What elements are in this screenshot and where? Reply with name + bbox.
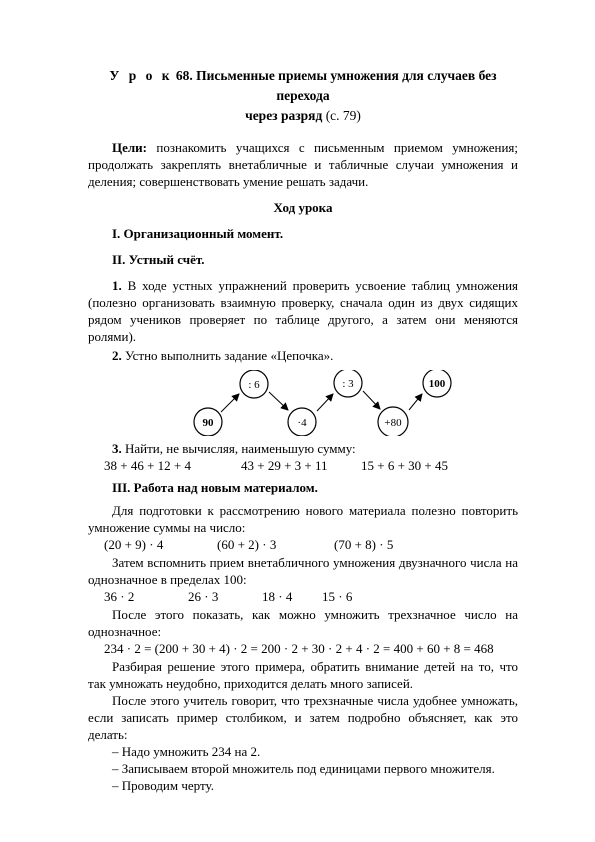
chain-node-1 (194, 408, 222, 436)
chain-node-3-label: ·4 (297, 417, 307, 429)
chain-arrow-1 (221, 394, 239, 412)
chain-node-2-label: : 6 (248, 379, 260, 391)
goals-label: Цели: (112, 140, 147, 155)
goals-paragraph (88, 139, 518, 190)
expr-2-4: 15 · 6 (322, 589, 353, 604)
expr-row-3 (88, 640, 518, 658)
step-2: – Записываем второй множитель под единицами первого множителя. (112, 761, 495, 776)
lesson-topic-line1: 68. Письменные приемы умножения для случаев без перехода (175, 68, 497, 103)
item-3 (88, 440, 518, 457)
chain-arrow-2 (269, 392, 288, 410)
item-1-text: В ходе устных упражнений проверить усвоение таблиц умножения (полезно организовать взаимную проверку, сначала один из двух сидящих рядом учеников проверяет по таблице другого, а затем они меняются ролями). (88, 278, 518, 344)
sum-2: 43 + 29 + 3 + 11 (241, 458, 328, 473)
chain-svg (88, 370, 518, 436)
item-3-number: 3. (112, 441, 122, 456)
chain-arrow-4 (363, 391, 380, 409)
chain-node-2 (240, 370, 268, 398)
chain-node-3 (288, 408, 316, 436)
chain-node-5-label: +80 (384, 417, 402, 429)
chain-node-1-label: 90 (202, 417, 214, 429)
expr-3: 234 · 2 = (200 + 30 + 4) · 2 = 200 · 2 + 30 · 2 + 4 · 2 = 400 + 60 + 8 = 468 (104, 641, 494, 656)
paragraph-2: Затем вспомнить прием внетабличного умножения двузначного числа на однозначное в пределах 100: (88, 555, 518, 587)
chain-node-5 (378, 407, 408, 436)
chain-diagram (88, 370, 518, 436)
expr-1-2: (60 + 2) · 3 (217, 537, 277, 552)
lesson-title (88, 66, 518, 126)
item-1 (88, 277, 518, 345)
sum-3: 15 + 6 + 30 + 45 (361, 458, 448, 473)
expr-1-1: (20 + 9) · 4 (104, 537, 164, 552)
chain-node-4-label: : 3 (342, 378, 354, 390)
expr-row-2 (88, 588, 518, 606)
step-1: – Надо умножить 234 на 2. (112, 744, 261, 759)
expr-2-2: 26 · 3 (188, 589, 219, 604)
expr-row-1 (88, 536, 518, 554)
paragraph-3: После этого показать, как можно умножить трехзначное число на однозначное: (88, 607, 518, 639)
lesson-word: У р о к (109, 68, 173, 83)
chain-node-6-label: 100 (428, 378, 446, 390)
item-1-number: 1. (112, 278, 122, 293)
item-2-number: 2. (112, 348, 122, 363)
item-2-text: Устно выполнить задание «Цепочка». (125, 348, 334, 363)
goals-text: познакомить учащихся с письменным приемом умножения; продолжать закреплять внетабличные и табличные случаи умножения и деления; совершенствовать умение решать задачи. (88, 140, 519, 189)
paragraph-5: После этого учитель говорит, что трехзначные числа удобнее умножать, если записать пример столбиком, и затем подробно объясняет, как это делать: (88, 693, 518, 742)
item-2 (88, 347, 518, 364)
page-reference: (с. 79) (325, 108, 361, 123)
lesson-page (88, 66, 518, 794)
expr-1-3: (70 + 8) · 5 (334, 537, 394, 552)
paragraph-1: Для подготовки к рассмотрению нового материала полезно повторить умножение суммы на число: (88, 503, 518, 535)
sums-row (88, 457, 518, 475)
expr-2-1: 36 · 2 (104, 589, 135, 604)
chain-node-4 (334, 370, 362, 397)
chain-arrow-3 (317, 394, 333, 411)
section-oral-count: II. Устный счёт. (112, 252, 205, 267)
paragraph-4: Разбирая решение этого примера, обратить внимание детей на то, что так умножать неудобно, приходится делать много записей. (88, 659, 518, 691)
course-heading: Ход урока (273, 200, 333, 215)
expr-2-3: 18 · 4 (262, 589, 293, 604)
lesson-topic-line2: через разряд (245, 108, 323, 123)
section-org-moment: I. Организационный момент. (112, 226, 284, 241)
chain-arrow-5 (409, 394, 422, 410)
section-new-material: III. Работа над новым материалом. (112, 480, 318, 495)
chain-node-6 (423, 370, 451, 397)
step-3: – Проводим черту. (112, 778, 214, 793)
sum-1: 38 + 46 + 12 + 4 (104, 458, 191, 473)
item-3-text: Найти, не вычисляя, наименьшую сумму: (125, 441, 356, 456)
